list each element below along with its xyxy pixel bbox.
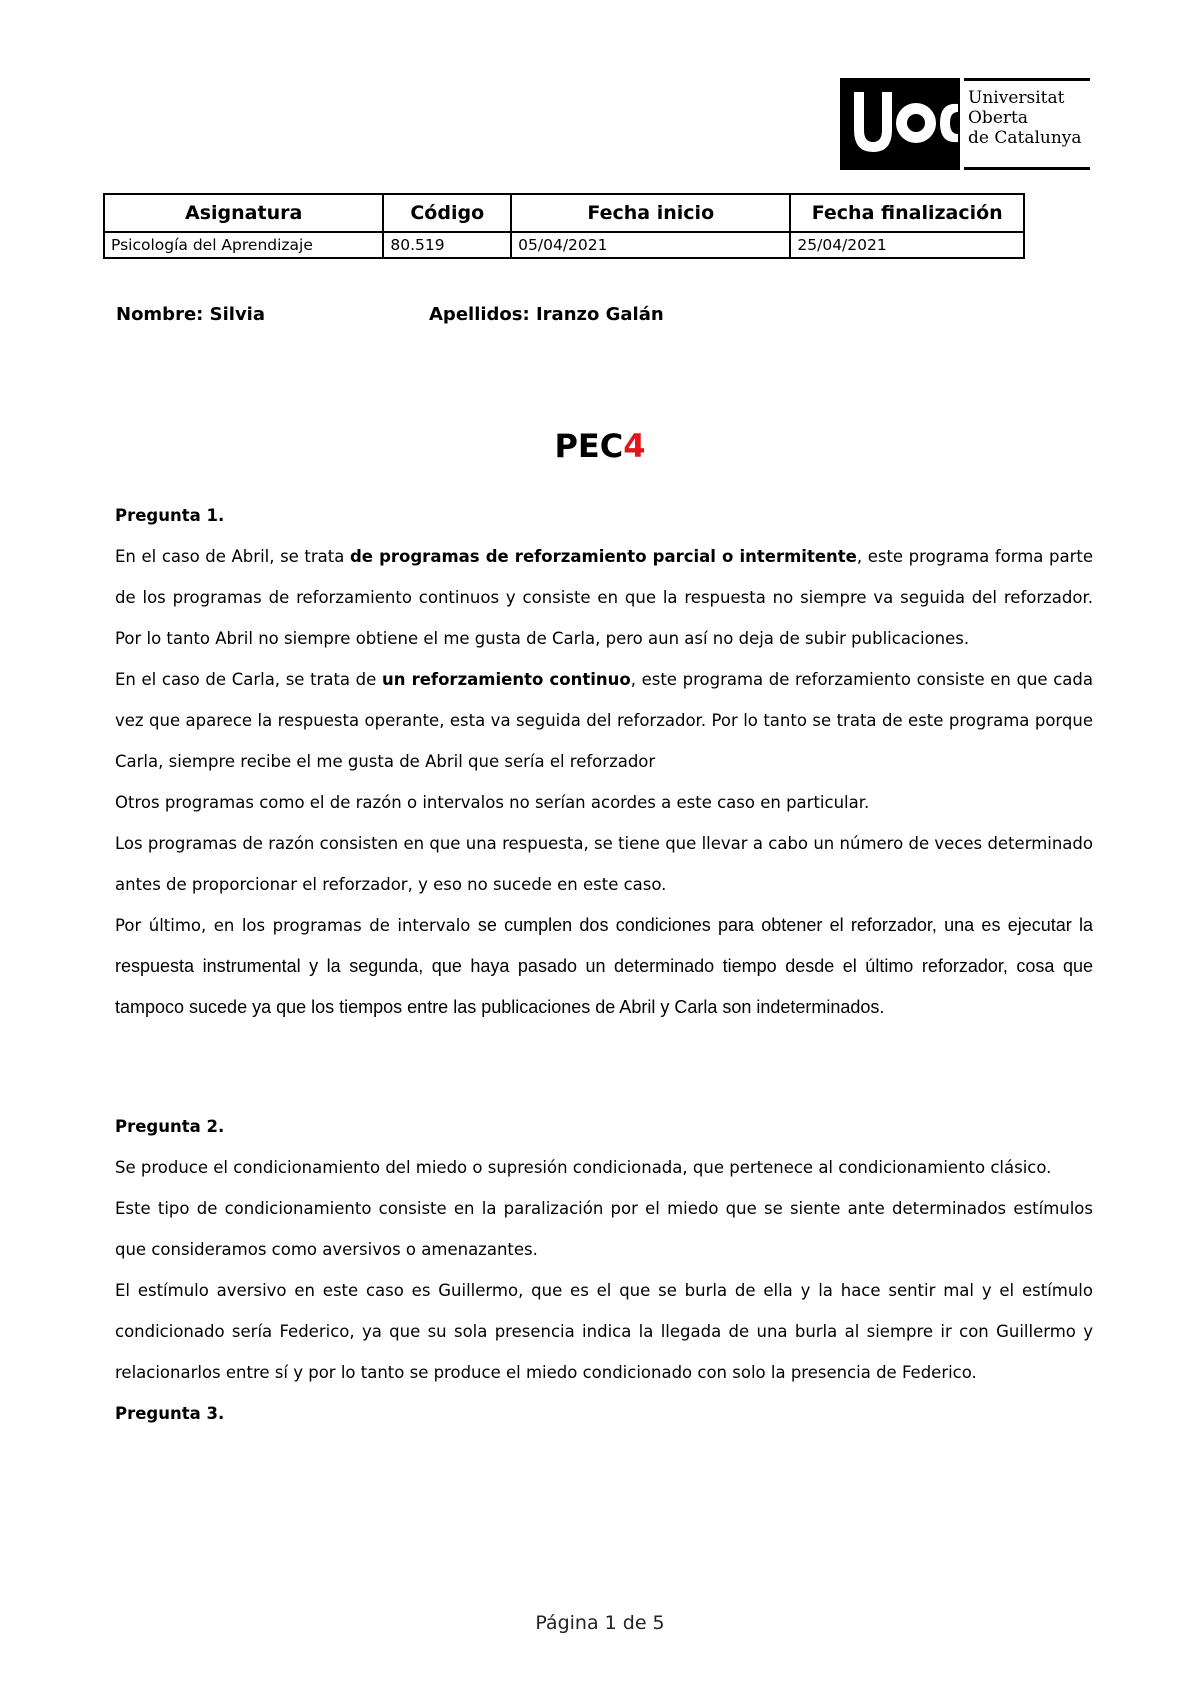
q1-paragraph-2 xyxy=(115,659,1093,782)
logo-line-1: Universitat xyxy=(968,88,1065,108)
nombre-value: Silvia xyxy=(209,304,265,325)
q1-paragraph-4: Los programas de razón consisten en que una respuesta, se tiene que llevar a cabo un número de veces determinado antes de proporcionar el reforzador, y eso no sucede en este caso. xyxy=(115,834,1093,894)
q1-p1-text-c: , este programa forma parte de los programas de reforzamiento continuos y consiste en que la respuesta no siempre va seguida del reforzador. Por lo tanto Abril no siempre obtiene el me gusta de Carla, pero aun así no deja de subir publicaciones. xyxy=(115,547,1093,648)
header-codigo: Código xyxy=(383,194,511,232)
title-prefix: PEC xyxy=(554,427,624,465)
q1-paragraph-5 xyxy=(115,905,1093,1028)
apellidos-value: Iranzo Galán xyxy=(535,304,664,325)
question-3-heading: Pregunta 3. xyxy=(115,1404,225,1423)
nombre-field xyxy=(116,304,265,325)
q1-p5-text-b: se cumplen dos condiciones para obtener el reforzador, una es ejecutar la respuesta instrumental y la segunda, que haya pasado un determinado tiempo desde el último reforzador, cosa que tampoco sucede ya que los tiempos entre las publicaciones de Abril y Carla son indeterminados. xyxy=(115,915,1093,1017)
logo-line-3: de Catalunya xyxy=(968,128,1082,148)
question-2-heading: Pregunta 2. xyxy=(115,1117,225,1136)
q1-p5-text-a: Por último, en los programas de intervalo xyxy=(115,916,478,935)
apellidos-field xyxy=(429,304,664,325)
q1-p2-text-a: En el caso de Carla, se trata de xyxy=(115,670,382,689)
cell-fecha-finalizacion: 25/04/2021 xyxy=(790,232,1024,258)
apellidos-label: Apellidos: xyxy=(429,304,530,325)
cell-fecha-inicio: 05/04/2021 xyxy=(511,232,790,258)
course-info-table xyxy=(103,193,1025,259)
cell-codigo: 80.519 xyxy=(383,232,511,258)
uoc-logo xyxy=(840,78,1090,170)
title-number: 4 xyxy=(623,427,646,465)
header-asignatura: Asignatura xyxy=(104,194,383,232)
q1-paragraph-3: Otros programas como el de razón o intervalos no serían acordes a este caso en particular. xyxy=(115,793,870,812)
q1-p2-text-c: , este programa de reforzamiento consiste en que cada vez que aparece la respuesta operante, esta va seguida del reforzador. Por lo tanto se trata de este programa porque Carla, siempre recibe el me gusta de Abril que sería el reforzador xyxy=(115,670,1093,771)
q1-p1-text-a: En el caso de Abril, se trata xyxy=(115,547,350,566)
q2-paragraph-2: Este tipo de condicionamiento consiste en la paralización por el miedo que se siente ante determinados estímulos que consideramos como aversivos o amenazantes. xyxy=(115,1199,1093,1259)
document-body xyxy=(115,495,1093,1434)
q1-paragraph-1 xyxy=(115,536,1093,659)
q2-paragraph-3: El estímulo aversivo en este caso es Guillermo, que es el que se burla de ella y la hace sentir mal y el estímulo condicionado sería Federico, ya que su sola presencia indica la llegada de una burla al siempre ir con Guillermo y relacionarlos entre sí y por lo tanto se produce el miedo condicionado con solo la presencia de Federico. xyxy=(115,1281,1093,1382)
header-fecha-finalizacion: Fecha finalización xyxy=(790,194,1024,232)
header-fecha-inicio: Fecha inicio xyxy=(511,194,790,232)
q1-p1-bold: de programas de reforzamiento parcial o intermitente xyxy=(349,547,857,566)
cell-asignatura: Psicología del Aprendizaje xyxy=(104,232,383,258)
q2-paragraph-1: Se produce el condicionamiento del miedo o supresión condicionada, que pertenece al condicionamiento clásico. xyxy=(115,1158,1052,1177)
page-number: Página 1 de 5 xyxy=(535,1612,665,1634)
nombre-label: Nombre: xyxy=(116,304,204,325)
section-gap xyxy=(115,1028,1093,1106)
table-header-row xyxy=(104,194,1024,232)
logo-line-2: Oberta xyxy=(968,108,1028,128)
question-1-heading: Pregunta 1. xyxy=(115,506,225,525)
page-title xyxy=(0,427,1200,465)
q1-p2-bold: un reforzamiento continuo xyxy=(381,670,631,689)
student-info xyxy=(116,304,1016,334)
table-row xyxy=(104,232,1024,258)
